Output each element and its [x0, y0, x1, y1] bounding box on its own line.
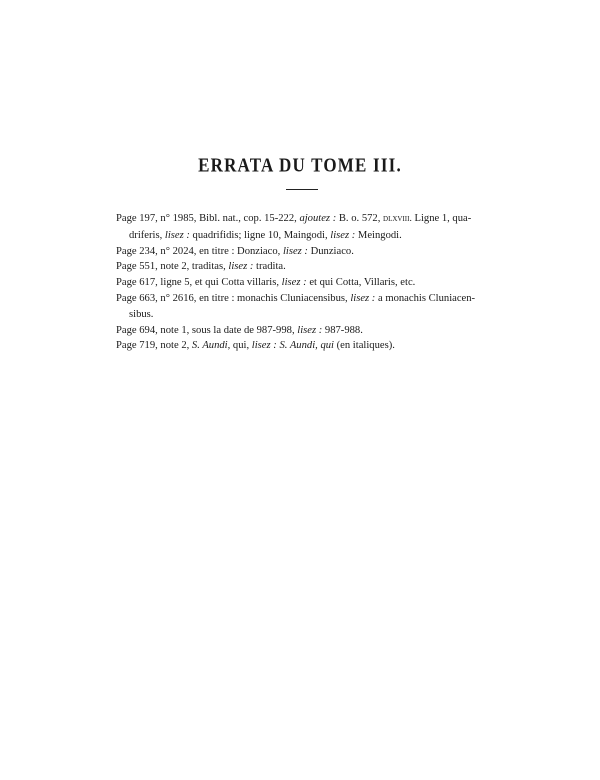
errata-line: [129, 228, 508, 244]
errata-line: [129, 307, 508, 323]
italic-text: lisez :: [282, 245, 308, 257]
errata-text: Page 197, n° 1985, Bibl. nat., cop. 15-222,: [116, 213, 300, 224]
errata-text: Page 663, n° 2616, en titre : monachis Cluniacensibus,: [116, 292, 351, 304]
errata-text: qui,: [230, 340, 252, 352]
errata-text: Page 234, n° 2024, en titre : Donziaco,: [116, 245, 283, 257]
italic-text: lisez :: [228, 261, 254, 273]
errata-line: [116, 259, 508, 275]
italic-text: S. Aundi,: [191, 340, 231, 352]
errata-entry: [116, 338, 508, 354]
errata-entry: [116, 259, 508, 275]
errata-text: Page 617, ligne 5, et qui Cotta villaris,: [116, 277, 282, 289]
page-title: ERRATA DU TOME III.: [198, 154, 402, 177]
italic-text: lisez :: [330, 229, 356, 241]
errata-text: B. o. 572,: [336, 213, 384, 224]
errata-text: sibus.: [129, 308, 154, 320]
errata-text: a monachis Cluniacen-: [375, 292, 476, 304]
errata-text: tradita.: [253, 261, 286, 273]
errata-line: [116, 275, 508, 291]
errata-text: 987-988.: [322, 324, 363, 336]
errata-line: [116, 323, 508, 339]
italic-text: lisez :: [297, 324, 323, 336]
errata-list: [116, 211, 508, 354]
italic-text: lisez :: [281, 277, 307, 289]
errata-line: [116, 211, 508, 228]
errata-text: Page 694, note 1, sous la date de 987-998,: [116, 324, 298, 336]
errata-text: Ligne 1, qua-: [411, 213, 472, 224]
errata-line: [116, 291, 508, 307]
italic-text: lisez :: [164, 229, 190, 241]
italic-text: ajoutez :: [299, 213, 337, 224]
title-rule: [286, 189, 318, 190]
italic-text: lisez :: [350, 292, 376, 304]
errata-entry: [116, 291, 508, 323]
errata-line: [116, 338, 508, 354]
small-caps-text: dlxviii.: [383, 214, 412, 224]
italic-text: lisez :: [251, 340, 277, 352]
errata-entry: [116, 323, 508, 339]
errata-text: driferis,: [129, 229, 165, 241]
errata-text: Meingodi.: [355, 229, 402, 241]
errata-entry: [116, 275, 508, 291]
errata-text: et qui Cotta, Villaris, etc.: [306, 277, 416, 289]
errata-text: quadrifidis; ligne 10, Maingodi,: [189, 229, 331, 241]
errata-text: Page 551, note 2, traditas,: [116, 261, 229, 273]
errata-text: Dunziaco.: [307, 245, 354, 257]
errata-entry: [116, 244, 508, 260]
italic-text: S. Aundi, qui: [279, 340, 334, 352]
errata-text: (en italiques).: [333, 340, 395, 352]
errata-text: Page 719, note 2,: [116, 340, 192, 352]
errata-line: [116, 244, 508, 260]
errata-entry: [116, 211, 508, 244]
